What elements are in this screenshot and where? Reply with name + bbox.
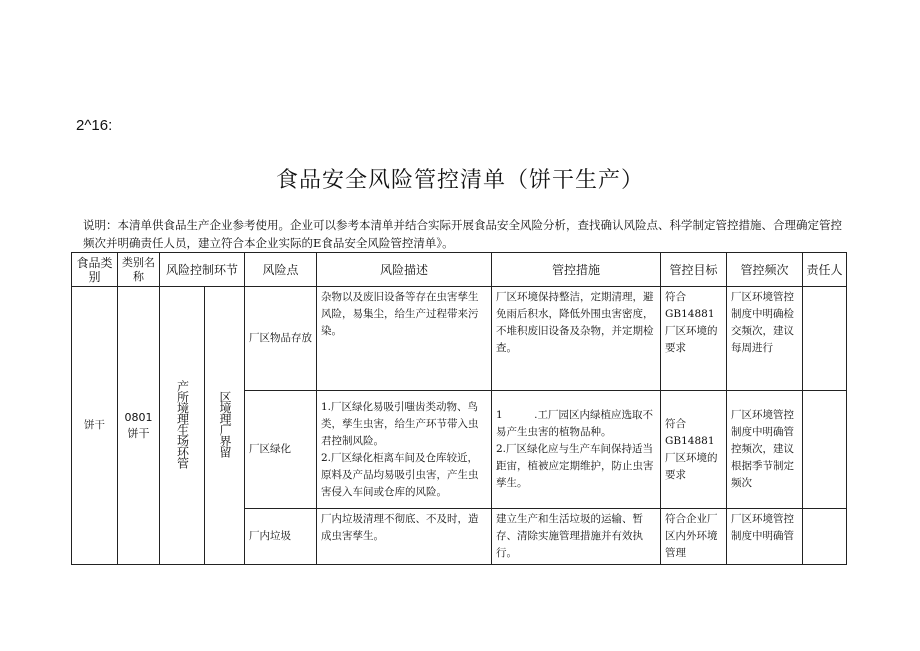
category-code: 0801 bbox=[124, 410, 153, 424]
target-cell: 符合GB14881厂区环境的要求 bbox=[661, 287, 727, 391]
header-owner: 责任人 bbox=[803, 253, 847, 287]
measures-cell: 1 .工厂园区内绿植应选取不易产生虫害的植物品种。 2.厂区绿化应与生产车间保持适当距宙，植被应定期维护，防止虫害孳生。 bbox=[492, 391, 661, 509]
category-name: 饼干 bbox=[127, 426, 150, 440]
frequency-cell: 厂区环境管控制度中明确检交频次，建议每周进行 bbox=[727, 287, 803, 391]
header-target: 管控目标 bbox=[661, 253, 727, 287]
risk-control-table bbox=[71, 252, 847, 565]
target-cell: 符合企业厂区内外环境管理 bbox=[661, 509, 727, 565]
header-frequency: 管控频次 bbox=[727, 253, 803, 287]
category-name-cell bbox=[118, 287, 160, 565]
table-row bbox=[72, 287, 847, 391]
page-number: 2^16: bbox=[76, 117, 113, 134]
risk-link-main: 产所境理生场环管 bbox=[175, 380, 190, 468]
measures-cell: 建立生产和生活垃圾的运输、暂存、清除实施管理措施并有效执行。 bbox=[492, 509, 661, 565]
risk-desc-cell: 1.厂区绿化易吸引嗤齿类动物、鸟类，孳生虫害，给生产环节带入虫君控制风险。 2.厂区绿化柜离车间及仓库较近，原料及产品均易吸引虫害，产生虫害侵入车间或仓库的风险。 bbox=[317, 391, 492, 509]
owner-cell bbox=[803, 391, 847, 509]
risk-point-cell: 厂区物品存放 bbox=[245, 287, 317, 391]
owner-cell bbox=[803, 509, 847, 565]
risk-desc-cell: 杂物以及废旧设备等存在虫害孳生风险，易集尘，给生产过程带来污染。 bbox=[317, 287, 492, 391]
measures-cell: 厂区环境保持整洁，定期清理，避免雨后积水，降低外围虫害密度，不堆积废旧设备及杂物，并定期检查。 bbox=[492, 287, 661, 391]
risk-desc-cell: 厂内垃圾清理不彻底、不及时，造成虫害孳生。 bbox=[317, 509, 492, 565]
risk-link-sub-cell bbox=[205, 287, 245, 565]
food-category-cell: 饼干 bbox=[72, 287, 118, 565]
frequency-cell: 厂区环境管控制度中明确管控频次，建议根据季节制定频次 bbox=[727, 391, 803, 509]
header-risk-link: 风险控制环节 bbox=[160, 253, 245, 287]
frequency-cell: 厂区环境管控制度中明确管 bbox=[727, 509, 803, 565]
table-header-row bbox=[72, 253, 847, 287]
header-food-category: 食品类别 bbox=[72, 253, 118, 287]
header-category-name: 类别名称 bbox=[118, 253, 160, 287]
header-measures: 管控措施 bbox=[492, 253, 661, 287]
risk-link-sub: 区境理厂界留 bbox=[218, 391, 232, 457]
risk-point-cell: 厂内垃圾 bbox=[245, 509, 317, 565]
risk-point-cell: 厂区绿化 bbox=[245, 391, 317, 509]
document-title: 食品安全风险管控清单（饼干生产） bbox=[275, 168, 644, 193]
header-risk-desc: 风险描述 bbox=[317, 253, 492, 287]
instruction-note: 说明：本清单供食品生产企业参考使用。企业可以参考本清单并结合实际开展食品安全风险分析，查找确认风险点、科学制定管控措施、合理确定管控频次并明确责任人员，建立符合本企业实际的E食品安全风险管控清单》。 bbox=[83, 218, 842, 250]
header-risk-point: 风险点 bbox=[245, 253, 317, 287]
risk-link-main-cell bbox=[160, 287, 205, 565]
owner-cell bbox=[803, 287, 847, 391]
target-cell: 符合GB14881厂区环境的要求 bbox=[661, 391, 727, 509]
